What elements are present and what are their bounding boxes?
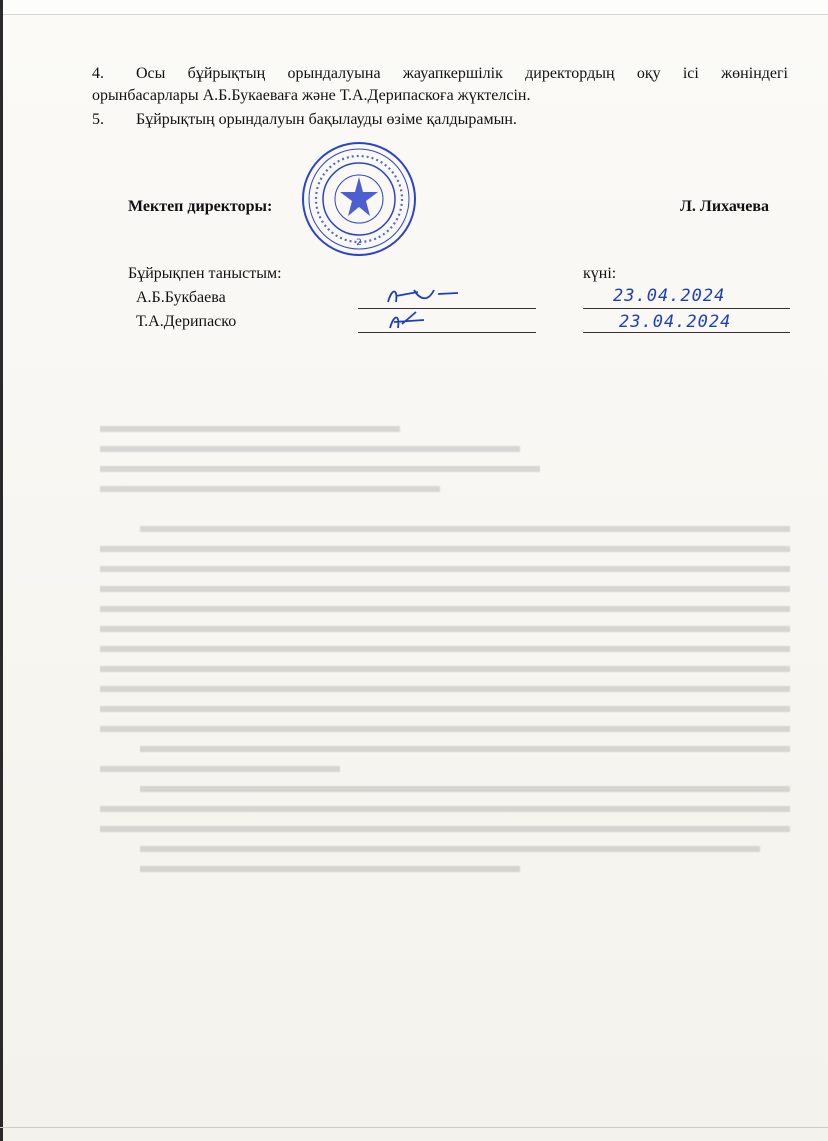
director-name: Л. Лихачева	[680, 198, 769, 215]
date-label: күні:	[583, 265, 617, 282]
bleed-through-texture	[100, 420, 800, 880]
ack-date-2: 23.04.2024	[619, 312, 732, 332]
ack-name-2: Т.А.Дерипаско	[136, 313, 237, 330]
ack-label: Бұйрықпен таныстым:	[128, 265, 282, 282]
svg-text:2: 2	[356, 238, 362, 248]
official-stamp	[300, 140, 418, 258]
signature-line-1	[358, 284, 536, 309]
signature-1	[358, 284, 536, 308]
item-5-number: 5.	[92, 111, 104, 128]
signature-line-2	[358, 308, 536, 333]
item-4-line-1: Осы бұйрықтың орындалуына жауапкершілік директордың оқу ісі жөніндегі	[136, 65, 788, 82]
page-left-edge	[0, 0, 3, 1141]
date-line-2	[583, 308, 790, 333]
bleed-through-lines	[100, 420, 800, 880]
item-5-line-1: Бұйрықтың орындалуын бақылауды өзіме қалдырамын.	[136, 111, 517, 128]
ack-name-1: А.Б.Букбаева	[136, 289, 226, 306]
date-line-1	[583, 284, 790, 309]
director-label: Мектеп директоры:	[128, 198, 273, 215]
page-top-edge	[0, 0, 828, 15]
item-4-line-2: орынбасарлары А.Б.Букаеваға және Т.А.Дерипаскоға жүктелсін.	[92, 87, 531, 104]
item-4-number: 4.	[92, 65, 104, 82]
ack-date-1: 23.04.2024	[613, 286, 726, 306]
signature-2	[358, 308, 536, 332]
bottom-shadow-line	[0, 1127, 828, 1128]
